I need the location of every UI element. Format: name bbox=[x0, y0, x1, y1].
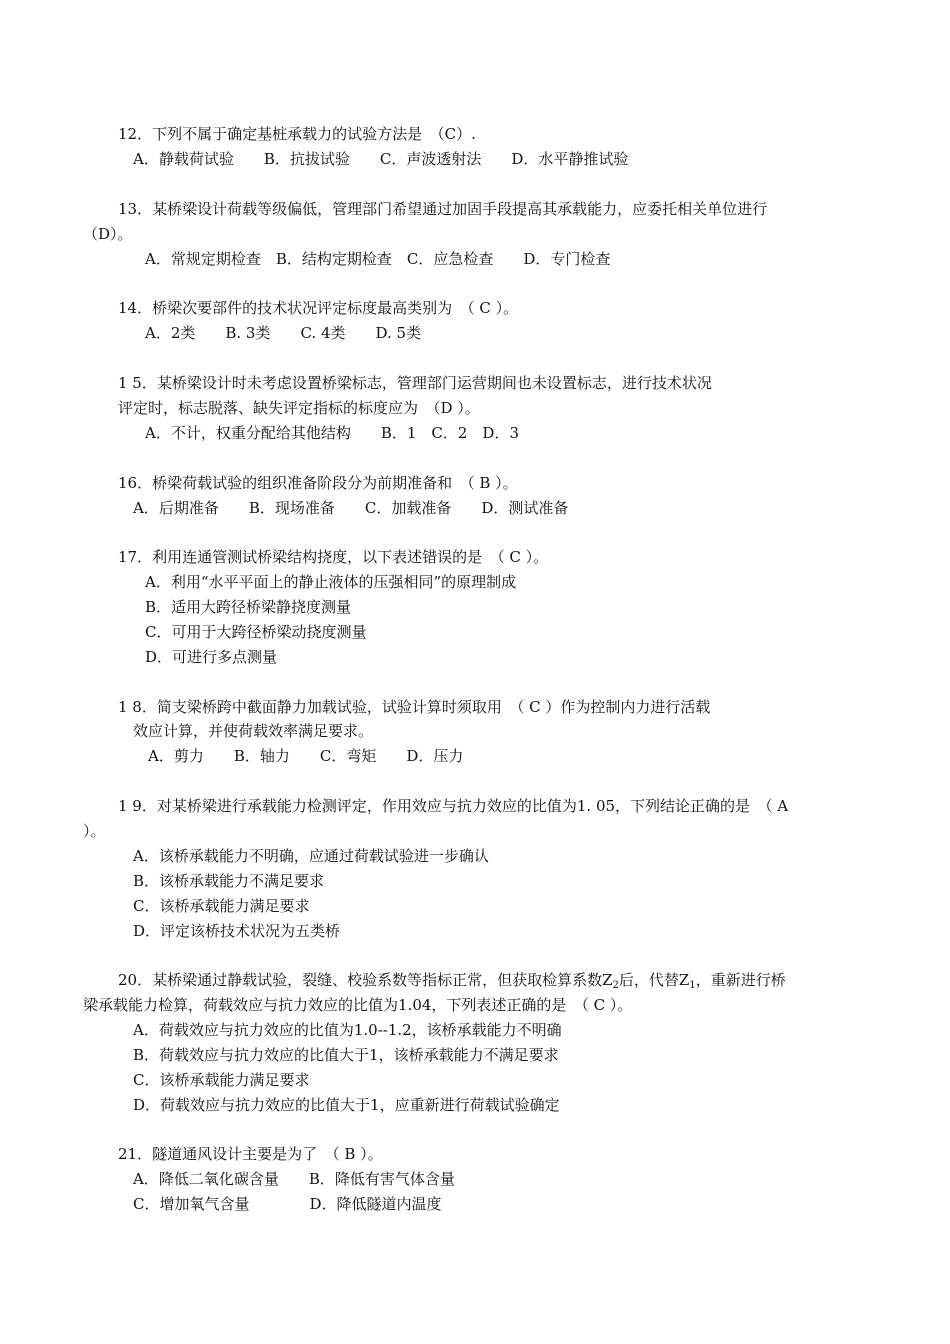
question-20-option-d: D．荷载效应与抗力效应的比值大于1，应重新进行荷载试验确定 bbox=[133, 1096, 560, 1114]
question-15-stem-cont: 评定时，标志脱落、缺失评定指标的标度应为 （D ）。 bbox=[118, 399, 480, 417]
question-20-stem-part-a: 20．某桥梁通过静载试验，裂缝、校验系数等指标正常，但获取检算系数Z bbox=[118, 971, 613, 989]
question-13-stem: 13．某桥梁设计荷载等级偏低，管理部门希望通过加固手段提高其承载能力，应委托相关单位进行 bbox=[118, 200, 768, 218]
question-14-stem: 14．桥梁次要部件的技术状况评定标度最高类别为 （ C ）。 bbox=[118, 299, 519, 317]
question-13-stem-cont: （D）。 bbox=[83, 225, 133, 243]
question-20-subscript-1: 1 bbox=[689, 980, 696, 991]
question-14-options: A．2类 B. 3类 C. 4类 D. 5类 bbox=[145, 324, 422, 342]
question-21-stem: 21．隧道通风设计主要是为了 （ B ）。 bbox=[118, 1145, 383, 1163]
question-17-option-d: D．可进行多点测量 bbox=[145, 648, 278, 666]
question-17-option-c: C．可用于大跨径桥梁动挠度测量 bbox=[145, 623, 367, 641]
question-20-stem-part-b: 后，代替Z bbox=[618, 971, 690, 989]
question-21-options-ab: A．降低二氧化碳含量 B．降低有害气体含量 bbox=[133, 1170, 455, 1188]
question-19-stem: 1 9．对某桥梁进行承载能力检测评定，作用效应与抗力效应的比值为1. 05，下列结论正确的是 （ A bbox=[118, 797, 789, 815]
question-20-stem bbox=[118, 970, 786, 990]
question-20-subscript-2: 2 bbox=[612, 980, 619, 991]
question-19-stem-cont: ）。 bbox=[83, 822, 106, 840]
question-12-options: A．静载荷试验 B．抗拔试验 C．声波透射法 D．水平静推试验 bbox=[133, 150, 629, 168]
question-18-options: A．剪力 B．轴力 C．弯矩 D．压力 bbox=[148, 747, 464, 765]
question-18-stem-cont: 效应计算，并使荷载效率满足要求。 bbox=[133, 722, 374, 740]
question-20-option-b: B．荷载效应与抗力效应的比值大于1，该桥承载能力不满足要求 bbox=[133, 1046, 559, 1064]
question-13-options: A．常规定期检查 B．结构定期检查 C．应急检查 D．专门检查 bbox=[145, 250, 611, 268]
question-16-stem: 16．桥梁荷载试验的组织准备阶段分为前期准备和 （ B ）。 bbox=[118, 474, 518, 492]
question-19-option-a: A．该桥承载能力不明确，应通过荷载试验进一步确认 bbox=[133, 847, 489, 865]
question-17-stem: 17．利用连通管测试桥梁结构挠度，以下表述错误的是 （ C ）。 bbox=[118, 548, 549, 566]
question-21-options-cd: C．增加氧气含量 D．降低隧道内温度 bbox=[133, 1195, 442, 1213]
question-12-stem: 12．下列不属于确定基桩承载力的试验方法是 （C）. bbox=[118, 125, 476, 143]
question-17-option-b: B．适用大跨径桥梁静挠度测量 bbox=[145, 598, 352, 616]
question-20-stem-part-c: ，重新进行桥 bbox=[695, 971, 786, 989]
question-19-option-d: D．评定该桥技术状况为五类桥 bbox=[133, 922, 341, 940]
question-19-option-b: B．该桥承载能力不满足要求 bbox=[133, 872, 325, 890]
question-16-options: A．后期准备 B．现场准备 C．加载准备 D．测试准备 bbox=[133, 499, 569, 517]
question-20-option-c: C．该桥承载能力满足要求 bbox=[133, 1071, 310, 1089]
question-20-stem-cont: 梁承载能力检算，荷载效应与抗力效应的比值为1.04，下列表述正确的是 （ C ）。 bbox=[83, 996, 633, 1014]
question-17-option-a: A．利用“水平平面上的静止液体的压强相同”的原理制成 bbox=[145, 573, 517, 591]
question-19-option-c: C．该桥承载能力满足要求 bbox=[133, 897, 310, 915]
question-18-stem: 1 8．简支梁桥跨中截面静力加载试验，试验计算时须取用 （ C ）作为控制内力进行活载 bbox=[118, 698, 711, 716]
question-15-stem: 1 5．某桥梁设计时未考虑设置桥梁标志，管理部门运营期间也未设置标志，进行技术状况 bbox=[118, 374, 712, 392]
question-15-options: A．不计，权重分配给其他结构 B．1 C．2 D．3 bbox=[145, 424, 519, 442]
question-20-option-a: A．荷载效应与抗力效应的比值为1.0--1.2，该桥承载能力不明确 bbox=[133, 1021, 562, 1039]
